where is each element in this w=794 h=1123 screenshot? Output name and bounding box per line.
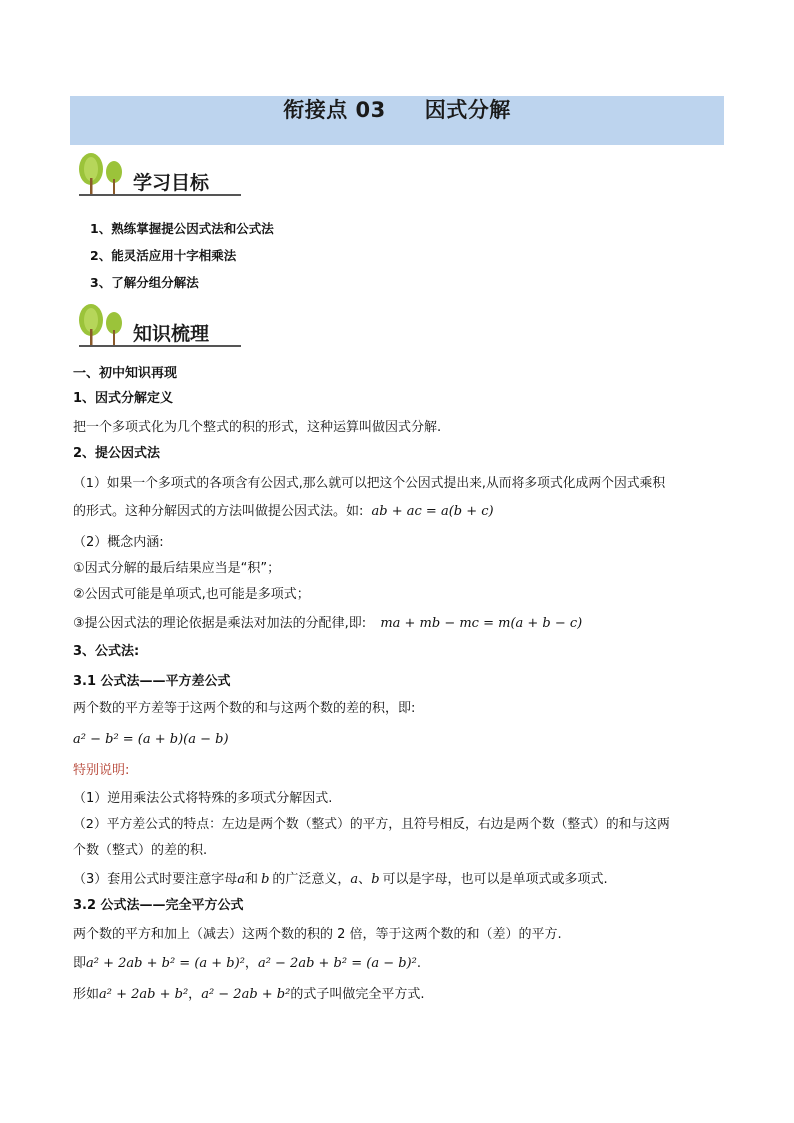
section-title: 学习目标 bbox=[133, 172, 210, 194]
formula: ma + mb − mc = m(a + b − c) bbox=[380, 616, 583, 631]
text: 的形式。这种分解因式的方法叫做提公因式法。如: bbox=[73, 504, 364, 519]
paragraph bbox=[73, 955, 421, 973]
page-title: 衔接点 03 因式分解 bbox=[283, 98, 511, 122]
formula: a² − 2ab + b² = (a − b)² bbox=[257, 956, 417, 971]
divider bbox=[79, 194, 241, 196]
formula: a² + 2ab + b² bbox=[99, 987, 189, 1002]
paragraph: 两个数的平方和加上（减去）这两个数的积的 2 倍，等于这两个数的和（差）的平方. bbox=[73, 927, 562, 942]
paragraph: 两个数的平方差等于这两个数的和与这两个数的差的积，即: bbox=[73, 701, 416, 716]
formula: ab + ac = a(b + c) bbox=[371, 504, 494, 519]
variable: b bbox=[261, 872, 270, 887]
paragraph bbox=[73, 615, 582, 633]
definition-text: 把一个多项式化为几个整式的积的形式，这种运算叫做因式分解. bbox=[73, 420, 442, 435]
formula: a² − 2ab + b² bbox=[201, 987, 291, 1002]
text: （3）套用公式时要注意字母 bbox=[73, 872, 238, 887]
heading-3-1: 3.1 公式法——平方差公式 bbox=[73, 674, 231, 689]
paragraph: ①因式分解的最后结果应当是“积”； bbox=[73, 561, 281, 576]
paragraph bbox=[73, 871, 608, 889]
text: 即 bbox=[73, 956, 87, 971]
text: 、 bbox=[358, 872, 372, 887]
special-note-label: 特别说明: bbox=[73, 763, 130, 778]
heading-definition: 1、因式分解定义 bbox=[73, 391, 174, 406]
divider bbox=[79, 345, 241, 347]
paragraph: 个数（整式）的差的积. bbox=[73, 843, 208, 858]
text: 的式子叫做完全平方式. bbox=[290, 987, 425, 1002]
text: ， bbox=[244, 956, 258, 971]
text: 形如 bbox=[73, 987, 100, 1002]
formula: a² − b² = (a + b)(a − b) bbox=[73, 732, 229, 747]
paragraph bbox=[73, 986, 424, 1004]
paragraph: （1）如果一个多项式的各项含有公因式,那么就可以把这个公因式提出来,从而将多项式化成两个因式乘积 bbox=[73, 476, 666, 491]
goal-item: 3、了解分组分解法 bbox=[90, 275, 199, 290]
section-heading-knowledge bbox=[76, 303, 246, 349]
variable: a bbox=[350, 872, 359, 887]
paragraph: （1）逆用乘法公式将特殊的多项式分解因式. bbox=[73, 791, 333, 806]
paragraph: ②公因式可能是单项式,也可能是多项式； bbox=[73, 587, 310, 602]
paragraph bbox=[73, 503, 494, 521]
variable: b bbox=[371, 872, 380, 887]
goal-item: 1、熟练掌握提公因式法和公式法 bbox=[90, 221, 274, 236]
tree-icon bbox=[76, 303, 126, 349]
text: 的广泛意义， bbox=[272, 872, 351, 887]
section-heading-goals bbox=[76, 152, 246, 198]
text: . bbox=[416, 956, 421, 971]
tree-icon bbox=[76, 152, 126, 198]
paragraph: （2）概念内涵: bbox=[73, 535, 164, 550]
heading-review: 一、初中知识再现 bbox=[73, 366, 178, 381]
section-title: 知识梳理 bbox=[133, 323, 210, 345]
heading-3-2: 3.2 公式法——完全平方公式 bbox=[73, 898, 244, 913]
text: ， bbox=[188, 987, 202, 1002]
text: 和 bbox=[245, 872, 259, 887]
text: ③提公因式法的理论依据是乘法对加法的分配律,即: bbox=[73, 616, 367, 631]
paragraph: （2）平方差公式的特点：左边是两个数（整式）的平方，且符号相反，右边是两个数（整式）的和与这两 bbox=[73, 817, 670, 832]
goal-item: 2、能灵活应用十字相乘法 bbox=[90, 248, 237, 263]
heading-extract: 2、提公因式法 bbox=[73, 446, 161, 461]
text: 可以是字母，也可以是单项式或多项式. bbox=[382, 872, 608, 887]
formula: a² + 2ab + b² = (a + b)² bbox=[86, 956, 245, 971]
variable: a bbox=[237, 872, 246, 887]
heading-formula: 3、公式法: bbox=[73, 644, 140, 659]
